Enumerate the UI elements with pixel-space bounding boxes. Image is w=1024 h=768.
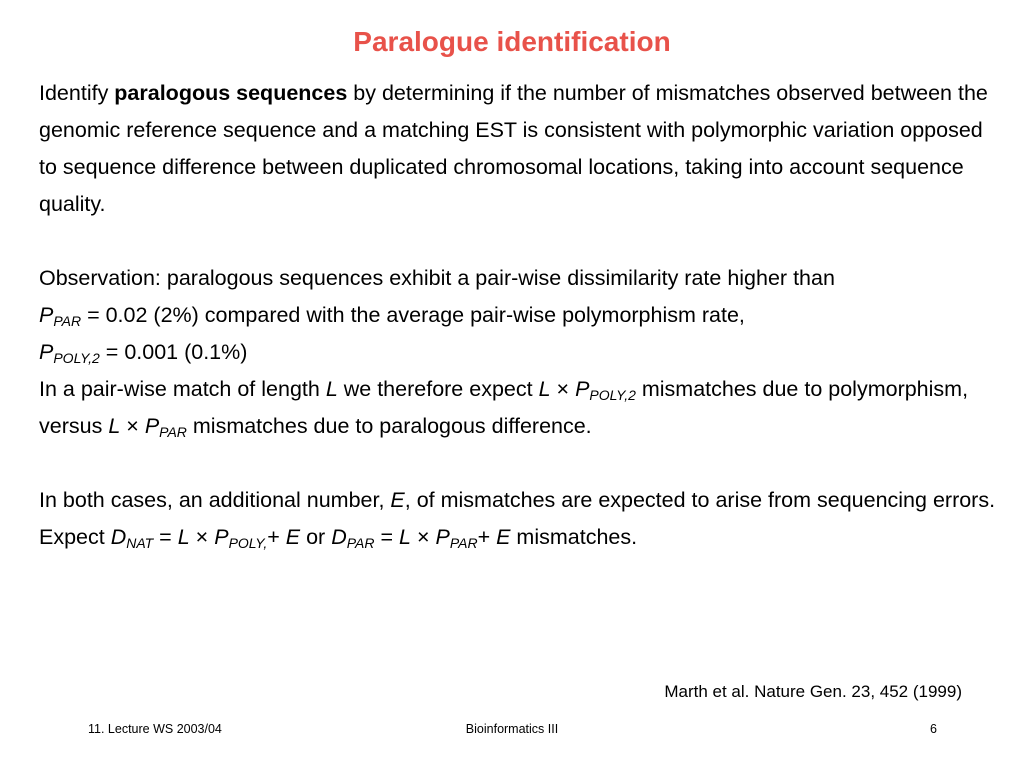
footer-course: Bioinformatics III [465, 722, 559, 736]
term-paralogous-sequences: paralogous sequences [114, 81, 348, 105]
slide-body [39, 75, 999, 556]
citation: Marth et al. Nature Gen. 23, 452 (1999) [664, 682, 962, 701]
footer-page-number: 6 [930, 722, 937, 736]
footer-lecture: 11. Lecture WS 2003/04 [88, 722, 222, 736]
paragraph-observation: Observation: paralogous sequences exhibit a pair-wise dissimilarity rate higher than $P_{PAR} = 0.02$ (2%) compared with the average pair-wise polymorphism rate, $P_{POLY,2} = 0.001$ (0.1%) [39, 266, 835, 366]
paragraph-definition: Identify paralogous sequences by determining if the number of mismatches observed between the genomic reference sequence and a matching EST is consistent with polymorphic variation opposed to sequence difference between duplicated chromosomal locations, taking into account sequence quality. [39, 81, 988, 216]
paragraph-formula: Expect $D_{NAT} = L \times P_{POLY,}+ E$ or $D_{PAR} = L \times P_{PAR}+ E$ mismatches. [39, 525, 638, 551]
paragraph-expectation: In a pair-wise match of length L we therefore expect $L \times P_{POLY,2}$ mismatches due to polymorphism, versus $L \times P_{PAR}$ mismatches due to paralogous difference. [39, 377, 969, 440]
slide-title: Paralogue identification [353, 26, 671, 57]
paragraph-errors: In both cases, an additional number, E, of mismatches are expected to arise from sequencing errors. [39, 488, 996, 512]
